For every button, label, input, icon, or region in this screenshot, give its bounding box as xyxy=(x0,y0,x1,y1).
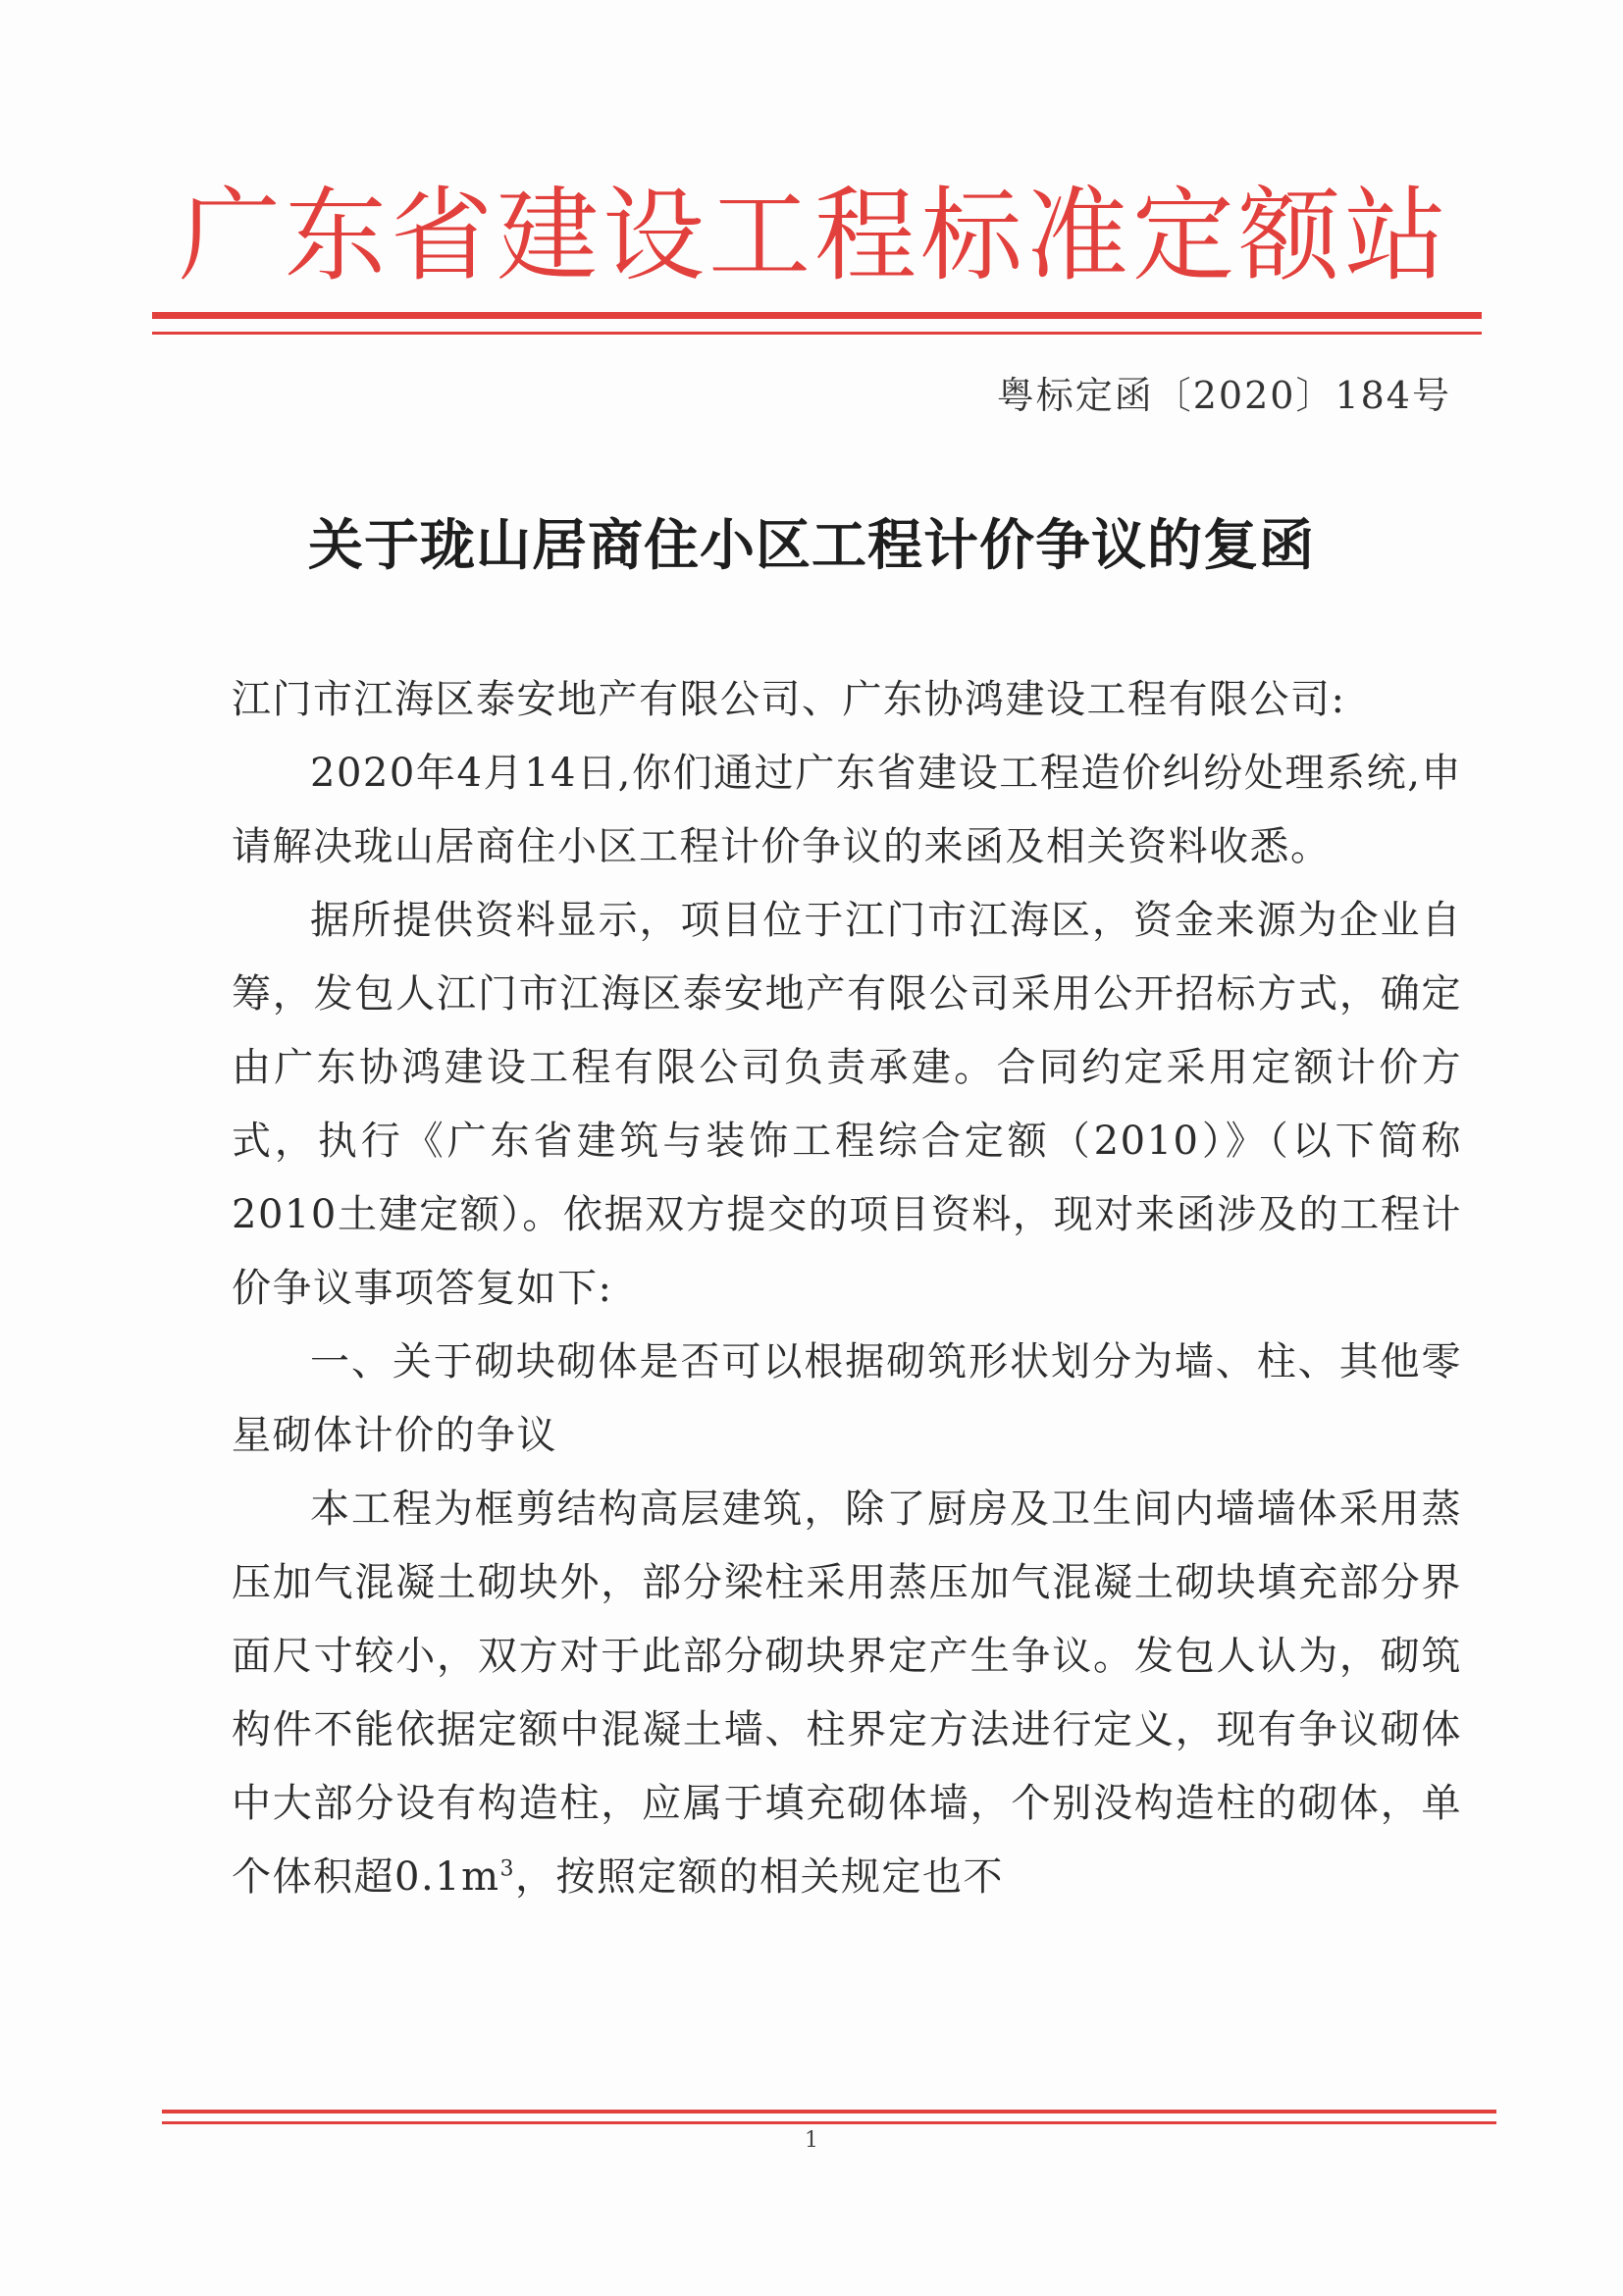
section-heading-1: 一、关于砌块砌体是否可以根据砌筑形状划分为墙、柱、其他零星砌体计价的争议 xyxy=(232,1339,1462,1458)
cubic-superscript: 3 xyxy=(499,1856,516,1882)
paragraph-3-text: 本工程为框剪结构高层建筑，除了厨房及卫生间内墙墙体采用蒸压加气混凝土砌块外，部分梁柱采用蒸压加气混凝土砌块填充部分界面尺寸较小，双方对于此部分砌块界定产生争议。发包人认为，砌筑构件不能依据定额中混凝土墙、柱界定方法进行定义，现有争议砌体中大部分设有构造柱，应属于填充砌体墙，个别没构造柱的砌体，单个体积超0.1m xyxy=(232,1487,1462,1900)
document-title: 关于珑山居商住小区工程计价争议的复函 xyxy=(308,513,1315,578)
footer-rule-thin xyxy=(162,2121,1496,2124)
masthead-rule-thin xyxy=(152,332,1482,335)
page-number: 1 xyxy=(805,2128,818,2153)
paragraph-3 xyxy=(232,1473,1462,1914)
footer-rule-thick xyxy=(162,2110,1496,2113)
addressee: 江门市江海区泰安地产有限公司、广东协鸿建设工程有限公司: xyxy=(232,677,1346,722)
document-body xyxy=(232,663,1462,1914)
paragraph-3-tail: ，按照定额的相关规定也不 xyxy=(515,1854,1005,1900)
paragraph-1: 2020年4月14日,你们通过广东省建设工程造价纠纷处理系统,申请解决珑山居商住小区工程计价争议的来函及相关资料收悉。 xyxy=(232,751,1462,869)
masthead-organization: 广东省建设工程标准定额站 xyxy=(178,176,1450,295)
paragraph-2: 据所提供资料显示，项目位于江门市江海区，资金来源为企业自筹，发包人江门市江海区泰安地产有限公司采用公开招标方式，确定由广东协鸿建设工程有限公司负责承建。合同约定采用定额计价方式，执行《广东省建筑与装饰工程综合定额（2010）》（以下简称2010土建定额）。依据双方提交的项目资料，现对来函涉及的工程计价争议事项答复如下: xyxy=(232,898,1462,1311)
masthead-rule-thick xyxy=(152,312,1482,319)
document-number: 粤标定函〔2020〕184号 xyxy=(996,374,1451,417)
